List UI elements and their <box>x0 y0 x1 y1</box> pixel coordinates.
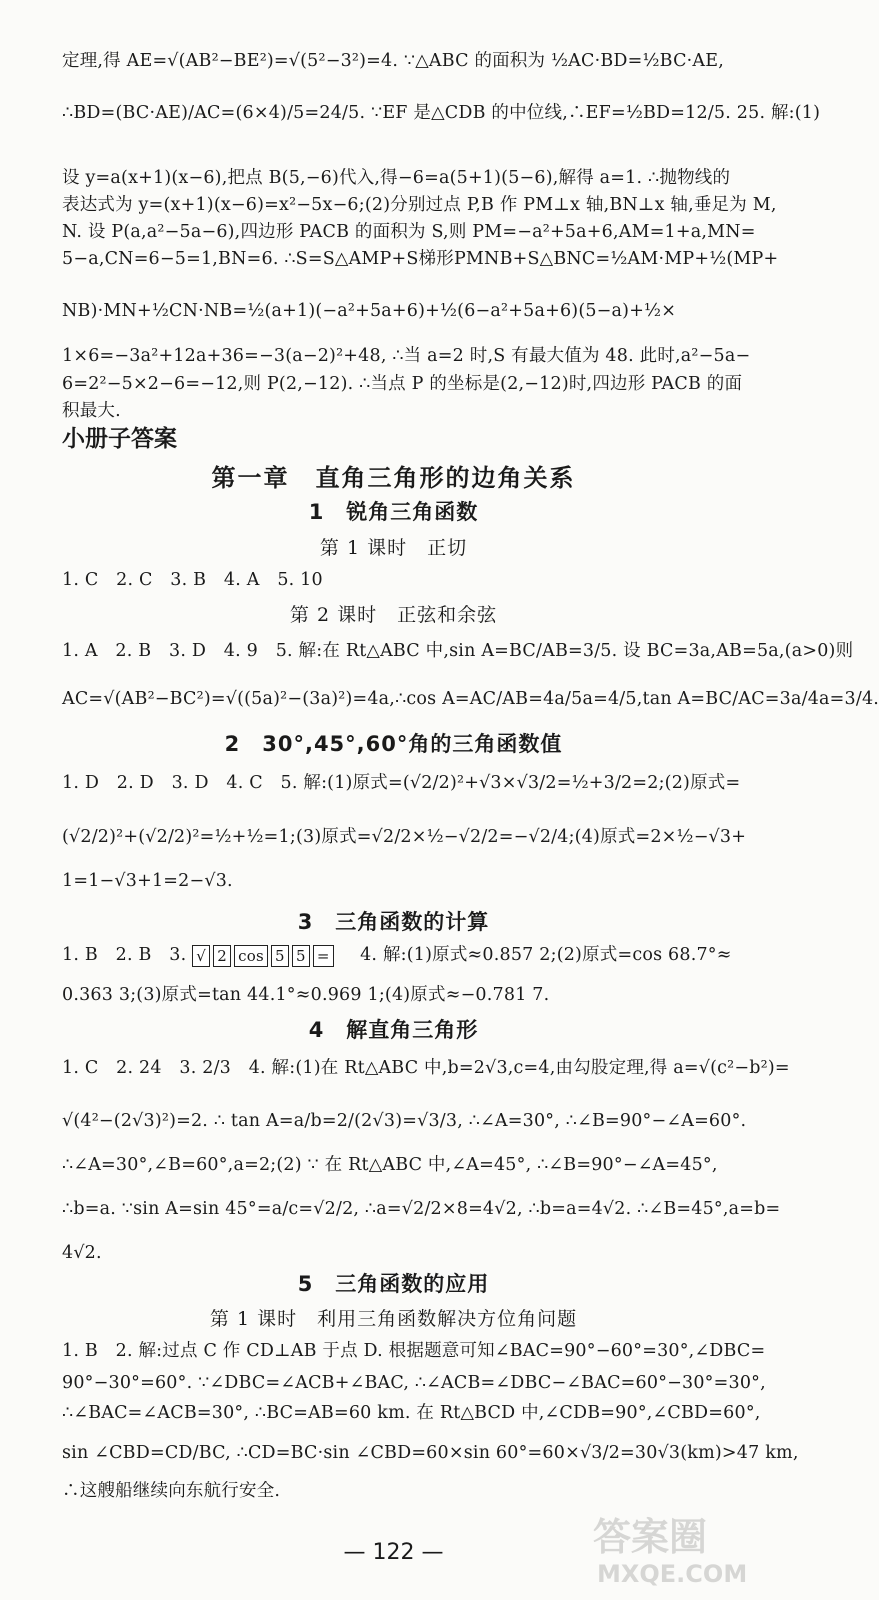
section-title: 2 30°,45°,60°角的三角函数值 <box>224 732 563 756</box>
answer-line: 90°−30°=60°. ∵∠DBC=∠ACB+∠BAC, ∴∠ACB=∠DBC−∠BAC=60°−30°=30°, <box>62 1373 766 1393</box>
digit-key: 5 <box>271 945 289 967</box>
answer-line: 1. C 2. 24 3. 2/3 4. 解:(1)在 Rt△ABC 中,b=2√3,c=4,由勾股定理,得 a=√(c²−b²)= <box>62 1058 790 1078</box>
answer-line: ∴这艘船继续向东航行安全. <box>62 1481 281 1501</box>
watermark-logo <box>573 1502 773 1592</box>
equals-key: = <box>313 945 334 967</box>
answer-line: 1. A 2. B 3. D 4. 9 5. 解:在 Rt△ABC 中,sin A=BC/AB=3/5. 设 BC=3a,AB=5a,(a>0)则 <box>62 641 854 661</box>
answer-line: √(4²−(2√3)²)=2. ∴ tan A=a/b=2/(2√3)=√3/3, ∴∠A=30°, ∴∠B=90°−∠A=60°. <box>62 1111 747 1131</box>
calculator-keys <box>192 943 337 969</box>
answer-line <box>62 942 732 969</box>
answer-line: 0.363 3;(3)原式=tan 44.1°≈0.969 1;(4)原式≈−0.781 7. <box>62 985 550 1005</box>
lesson-title: 第 1 课时 正切 <box>319 537 468 559</box>
answer-line: (√2/2)²+(√2/2)²=½+½=1;(3)原式=√2/2×½−√2/2=−√2/4;(4)原式=2×½−√3+ <box>62 827 747 847</box>
page-number: — 122 — <box>343 1540 444 1565</box>
digit-key: 5 <box>292 945 310 967</box>
text-line: 定理,得 AE=√(AB²−BE²)=√(5²−3²)=4. ∵△ABC 的面积为 ½AC·BD=½BC·AE, <box>62 51 724 71</box>
text-line: ∴BD=(BC·AE)/AC=(6×4)/5=24/5. ∵EF 是△CDB 的中位线,∴EF=½BD=12/5. 25. 解:(1) <box>62 103 821 123</box>
answer-text: 1. B 2. B 3. <box>62 945 187 965</box>
text-line: 积最大. <box>62 401 121 421</box>
lesson-title: 第 2 课时 正弦和余弦 <box>289 604 498 626</box>
watermark-url: MXQE.COM <box>597 1560 748 1588</box>
answer-line: ∴∠A=30°,∠B=60°,a=2;(2) ∵ 在 Rt△ABC 中,∠A=45°, ∴∠B=90°−∠A=45°, <box>62 1155 718 1175</box>
chapter-title: 第一章 直角三角形的边角关系 <box>211 464 576 492</box>
answer-line: 1. D 2. D 3. D 4. C 5. 解:(1)原式=(√2/2)²+√3×√3/2=½+3/2=2;(2)原式= <box>62 773 741 793</box>
text-line: N. 设 P(a,a²−5a−6),四边形 PACB 的面积为 S,则 PM=−a²+5a+6,AM=1+a,MN= <box>62 222 756 242</box>
text-line: 设 y=a(x+1)(x−6),把点 B(5,−6)代入,得−6=a(5+1)(5−6),解得 a=1. ∴抛物线的 <box>62 168 731 188</box>
text-line: 1×6=−3a²+12a+36=−3(a−2)²+48, ∴当 a=2 时,S 有最大值为 48. 此时,a²−5a− <box>62 346 751 366</box>
answer-line: AC=√(AB²−BC²)=√((5a)²−(3a)²)=4a,∴cos A=AC/AB=4a/5a=4/5,tan A=BC/AC=3a/4a=3/4. <box>62 689 879 709</box>
sqrt-key: √ <box>192 945 210 967</box>
section-title: 4 解直角三角形 <box>308 1018 479 1042</box>
watermark-title: 答案圈 <box>593 1515 708 1559</box>
digit-key: 2 <box>213 945 231 967</box>
answer-line: 1=1−√3+1=2−√3. <box>62 871 233 891</box>
answer-line: 4√2. <box>62 1243 102 1263</box>
text-line: 6=2²−5×2−6=−12,则 P(2,−12). ∴当点 P 的坐标是(2,−12)时,四边形 PACB 的面 <box>62 374 743 394</box>
answer-line: ∴∠BAC=∠ACB=30°, ∴BC=AB=60 km. 在 Rt△BCD 中,∠CDB=90°,∠CBD=60°, <box>62 1403 761 1423</box>
answer-text: 4. 解:(1)原式≈0.857 2;(2)原式=cos 68.7°≈ <box>342 945 732 965</box>
answer-line: sin ∠CBD=CD/BC, ∴CD=BC·sin ∠CBD=60×sin 60°=60×√3/2=30√3(km)>47 km, <box>62 1443 799 1463</box>
answer-line: ∴b=a. ∵sin A=sin 45°=a/c=√2/2, ∴a=√2/2×8=4√2, ∴b=a=4√2. ∴∠B=45°,a=b= <box>62 1199 781 1219</box>
section-title: 3 三角函数的计算 <box>297 910 490 934</box>
text-line: NB)·MN+½CN·NB=½(a+1)(−a²+5a+6)+½(6−a²+5a+6)(5−a)+½× <box>62 301 677 321</box>
answer-line: 1. C 2. C 3. B 4. A 5. 10 <box>62 570 323 590</box>
section-title: 5 三角函数的应用 <box>297 1272 490 1296</box>
cos-key: cos <box>234 945 268 967</box>
answer-line: 1. B 2. 解:过点 C 作 CD⊥AB 于点 D. 根据题意可知∠BAC=90°−60°=30°,∠DBC= <box>62 1341 766 1361</box>
lesson-title: 第 1 课时 利用三角函数解决方位角问题 <box>209 1308 578 1330</box>
booklet-title: 小册子答案 <box>62 426 177 452</box>
section-title: 1 锐角三角函数 <box>308 500 479 524</box>
text-line: 5−a,CN=6−5=1,BN=6. ∴S=S△AMP+S梯形PMNB+S△BNC=½AM·MP+½(MP+ <box>62 249 779 269</box>
text-line: 表达式为 y=(x+1)(x−6)=x²−5x−6;(2)分别过点 P,B 作 PM⊥x 轴,BN⊥x 轴,垂足为 M, <box>62 195 777 215</box>
